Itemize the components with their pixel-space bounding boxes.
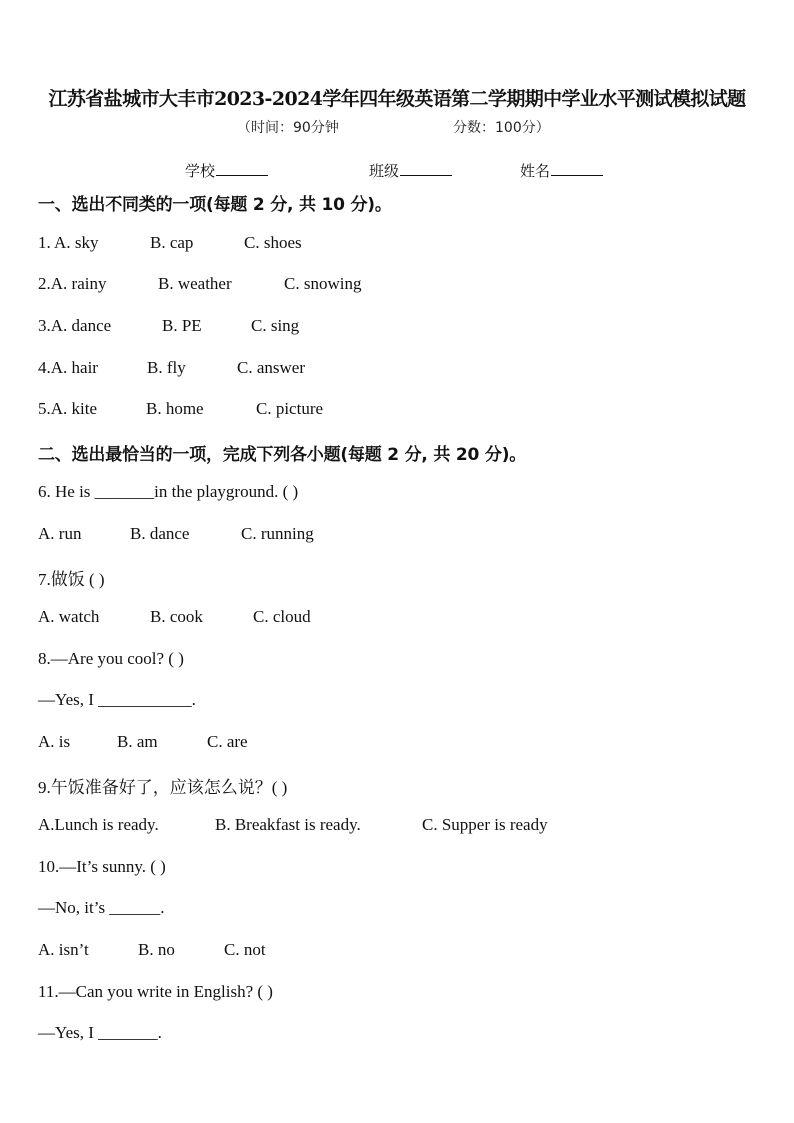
- q3-option-b: B. PE: [162, 316, 202, 335]
- name-label: 姓名: [520, 162, 551, 180]
- q10-option-a: A. isn’t: [38, 940, 89, 959]
- name-blank[interactable]: [551, 161, 603, 176]
- q8-option-a: A. is: [38, 732, 71, 751]
- q6-stem: 6. He is _______in the playground. ( ): [38, 482, 299, 501]
- q9-stem: 9.午饭准备好了，应该怎么说？( ): [38, 778, 288, 797]
- q5-option-b: B. home: [146, 399, 204, 418]
- q10-answer-line: —No, it’s ______.: [38, 898, 165, 917]
- q1-option-a: 1. A. sky: [38, 233, 99, 252]
- class-blank[interactable]: [400, 161, 452, 176]
- exam-title: 江苏省盐城市大丰市2023-2024学年四年级英语第二学期期中学业水平测试模拟试题: [48, 88, 746, 110]
- q2-option-b: B. weather: [158, 274, 232, 293]
- q6-option-b: B. dance: [130, 524, 190, 543]
- q4-option-b: B. fly: [147, 358, 186, 377]
- q11-answer-line: —Yes, I _______.: [38, 1023, 162, 1042]
- class-label: 班级: [369, 162, 400, 180]
- q8-option-b: B. am: [117, 732, 158, 751]
- q3-option-a: 3.A. dance: [38, 316, 112, 335]
- q10-option-b: B. no: [138, 940, 175, 959]
- q10-option-c: C. not: [224, 940, 266, 959]
- q10-stem: 10.—It’s sunny. ( ): [38, 857, 166, 876]
- q9-option-b: B. Breakfast is ready.: [215, 815, 361, 834]
- q6-option-c: C. running: [241, 524, 314, 543]
- q8-stem: 8.—Are you cool? ( ): [38, 649, 184, 668]
- q8-answer-line: —Yes, I ___________.: [38, 690, 196, 709]
- exam-score: 分数：100分）: [453, 120, 550, 136]
- q2-option-a: 2.A. rainy: [38, 274, 107, 293]
- q2-option-c: C. snowing: [284, 274, 362, 293]
- q9-option-a: A.Lunch is ready.: [38, 815, 159, 834]
- q6-option-a: A. run: [38, 524, 82, 543]
- q9-option-c: C. Supper is ready: [422, 815, 548, 834]
- q4-option-a: 4.A. hair: [38, 358, 98, 377]
- q8-option-c: C. are: [207, 732, 248, 751]
- class-field: [369, 160, 452, 181]
- q1-option-c: C. shoes: [244, 233, 302, 252]
- section-2-heading: 二、选出最恰当的一项，完成下列各小题(每题 2 分, 共 20 分)。: [38, 445, 527, 465]
- q3-option-c: C. sing: [251, 316, 300, 335]
- section-1-heading: 一、选出不同类的一项(每题 2 分, 共 10 分)。: [38, 195, 392, 215]
- q11-stem: 11.—Can you write in English? ( ): [38, 982, 273, 1001]
- q7-option-c: C. cloud: [253, 607, 311, 626]
- q7-option-b: B. cook: [150, 607, 203, 626]
- school-label: 学校: [185, 162, 216, 180]
- exam-time: （时间：90分钟: [237, 120, 339, 136]
- school-field: [185, 160, 268, 181]
- q7-option-a: A. watch: [38, 607, 100, 626]
- q4-option-c: C. answer: [237, 358, 305, 377]
- q1-option-b: B. cap: [150, 233, 194, 252]
- q7-stem: 7.做饭 ( ): [38, 570, 105, 589]
- name-field: [520, 160, 603, 181]
- school-blank[interactable]: [216, 161, 268, 176]
- q5-option-a: 5.A. kite: [38, 399, 98, 418]
- q5-option-c: C. picture: [256, 399, 324, 418]
